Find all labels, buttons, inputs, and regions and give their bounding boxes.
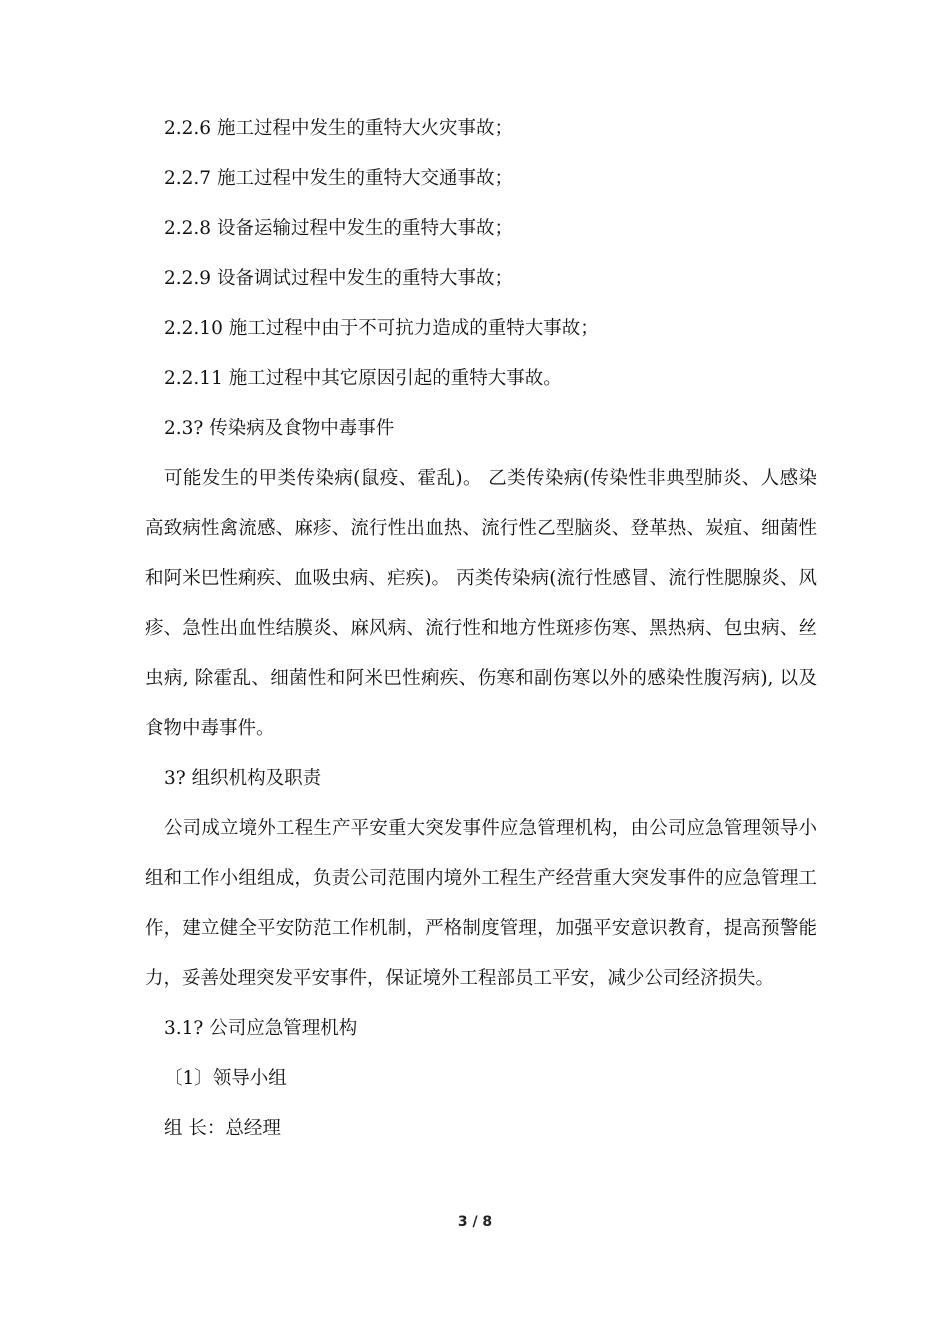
page-number: 3 / 8	[457, 1214, 493, 1230]
document-body	[145, 104, 817, 1154]
section-3-heading: 3? 组织机构及职责	[164, 768, 322, 789]
section-3-paragraph: 公司成立境外工程生产平安重大突发事件应急管理机构，由公司应急管理领导小组和工作小组组成，负责公司范围内境外工程生产经营重大突发事件的应急管理工作，建立健全平安防范工作机制，严格制度管理，加强平安意识教育，提高预警能力，妥善处理突发平安事件，保证境外工程部员工平安，减少公司经济损失。	[145, 818, 817, 989]
item-2-2-10: 2.2.10 施工过程中由于不可抗力造成的重特大事故；	[164, 318, 599, 339]
section-2-3-heading: 2.3? 传染病及食物中毒事件	[164, 418, 395, 439]
item-2-2-11: 2.2.11 施工过程中其它原因引起的重特大事故。	[164, 368, 562, 389]
section-3-1-heading: 3.1? 公司应急管理机构	[164, 1018, 358, 1039]
leader-line: 组 长：总经理	[164, 1118, 281, 1139]
subheading-leadership-group: 〔1〕领导小组	[164, 1068, 287, 1089]
section-2-3-paragraph: 可能发生的甲类传染病(鼠疫、霍乱)。 乙类传染病(传染性非典型肺炎、人感染高致病性禽流感、麻疹、流行性出血热、流行性乙型脑炎、登革热、炭疽、细菌性和阿米巴性痢疾、血吸虫病、疟疾)。 丙类传染病(流行性感冒、流行性腮腺炎、风疹、急性出血性结膜炎、麻风病、流行性和地方性斑疹伤寒、黑热病、包虫病、丝虫病, 除霍乱、细菌性和阿米巴性痢疾、伤寒和副伤寒以外的感染性腹泻病), 以及食物中毒事件。	[145, 468, 817, 739]
item-2-2-6: 2.2.6 施工过程中发生的重特大火灾事故；	[164, 118, 513, 139]
item-2-2-8: 2.2.8 设备运输过程中发生的重特大事故；	[164, 218, 513, 239]
item-2-2-7: 2.2.7 施工过程中发生的重特大交通事故；	[164, 168, 513, 189]
item-2-2-9: 2.2.9 设备调试过程中发生的重特大事故；	[164, 268, 513, 289]
